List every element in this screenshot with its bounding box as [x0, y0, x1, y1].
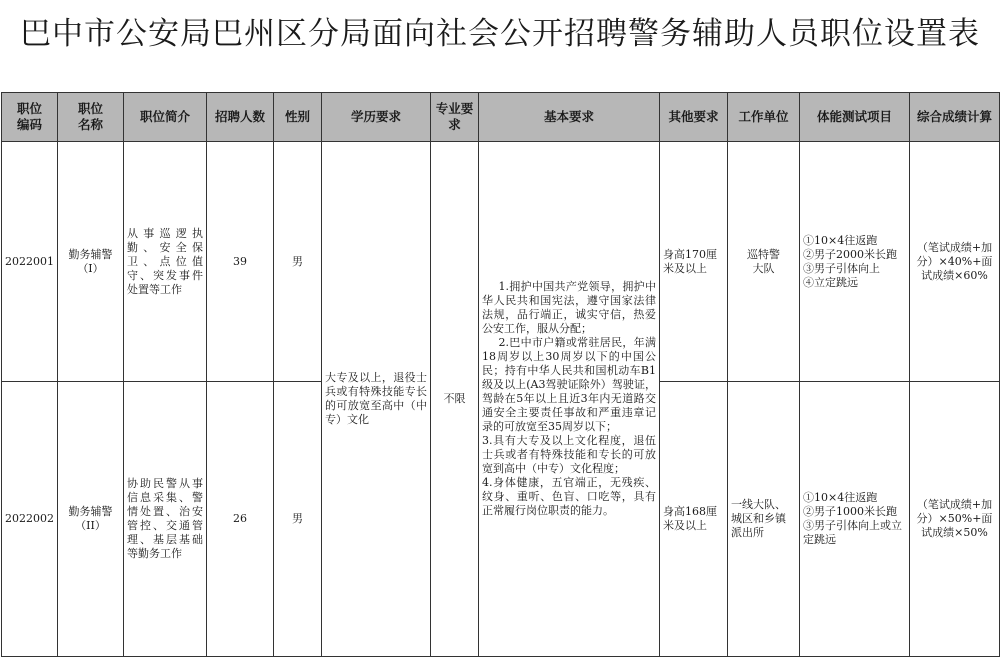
- header-gender: 性别: [274, 93, 322, 142]
- cell-major: 不限: [431, 142, 479, 657]
- cell-education: 大专及以上，退役士兵或有特殊技能专长的可放宽至高中（中专）文化: [322, 142, 431, 657]
- basic-item-3: 3.具有大专及以上文化程度，退伍士兵或者有特殊技能和专长的可放宽到高中（中专）文化程度；: [482, 434, 656, 475]
- header-row: [2, 93, 1000, 142]
- cell-code: 2022002: [2, 382, 58, 657]
- header-count: 招聘人数: [207, 93, 274, 142]
- header-fitness: 体能测试项目: [800, 93, 910, 142]
- header-score: 综合成绩计算: [910, 93, 1000, 142]
- page-title: 巴中市公安局巴州区分局面向社会公开招聘警务辅助人员职位设置表: [20, 16, 980, 52]
- position-table: [1, 92, 1000, 657]
- header-intro: 职位简介: [124, 93, 207, 142]
- cell-score: （笔试成绩+加分）×50%+面试成绩×50%: [910, 382, 1000, 657]
- cell-gender: 男: [274, 382, 322, 657]
- cell-score: （笔试成绩+加分）×40%+面试成绩×60%: [910, 142, 1000, 382]
- cell-unit: 一线大队、城区和乡镇派出所: [728, 382, 800, 657]
- header-major: 专业要 求: [431, 93, 479, 142]
- header-unit: 工作单位: [728, 93, 800, 142]
- cell-count: 26: [207, 382, 274, 657]
- cell-fitness: ①10×4往返跑 ②男子1000米长跑 ③男子引体向上或立定跳远: [800, 382, 910, 657]
- header-code: 职位 编码: [2, 93, 58, 142]
- cell-basic: [479, 142, 660, 657]
- cell-name: 勤务辅警（II）: [58, 382, 124, 657]
- header-basic: 基本要求: [479, 93, 660, 142]
- header-education: 学历要求: [322, 93, 431, 142]
- table-row: [2, 142, 1000, 382]
- cell-other: 身高168厘米及以上: [660, 382, 728, 657]
- cell-code: 2022001: [2, 142, 58, 382]
- header-name: 职位 名称: [58, 93, 124, 142]
- basic-item-1: 1.拥护中国共产党领导，拥护中华人民共和国宪法，遵守国家法律法规，品行端正，诚实守信，热爱公安工作，服从分配；: [482, 280, 656, 335]
- cell-unit: 巡特警 大队: [728, 142, 800, 382]
- cell-intro: 协助民警从事信息采集、警情处置、治安管控、交通管理、基层基础等勤务工作: [124, 382, 207, 657]
- cell-intro: 从事巡逻执勤、安全保卫、点位值守、突发事件处置等工作: [124, 142, 207, 382]
- basic-item-4: 4.身体健康，五官端正，无残疾、纹身、重听、色盲、口吃等，具有正常履行岗位职责的能力。: [482, 476, 656, 517]
- cell-name: 勤务辅警 （I）: [58, 142, 124, 382]
- header-other: 其他要求: [660, 93, 728, 142]
- cell-gender: 男: [274, 142, 322, 382]
- cell-count: 39: [207, 142, 274, 382]
- cell-fitness: ①10×4往返跑 ②男子2000米长跑 ③男子引体向上 ④立定跳远: [800, 142, 910, 382]
- cell-other: 身高170厘米及以上: [660, 142, 728, 382]
- basic-item-2: 2.巴中市户籍或常驻居民，年满18周岁以上30周岁以下的中国公民；持有中华人民共和国机动车B1级及以上(A3驾驶证除外）驾驶证，驾龄在5年以上且近3年内无道路交通安全主要责任事故和严重违章记录的可放宽至35周岁以下；: [482, 336, 656, 433]
